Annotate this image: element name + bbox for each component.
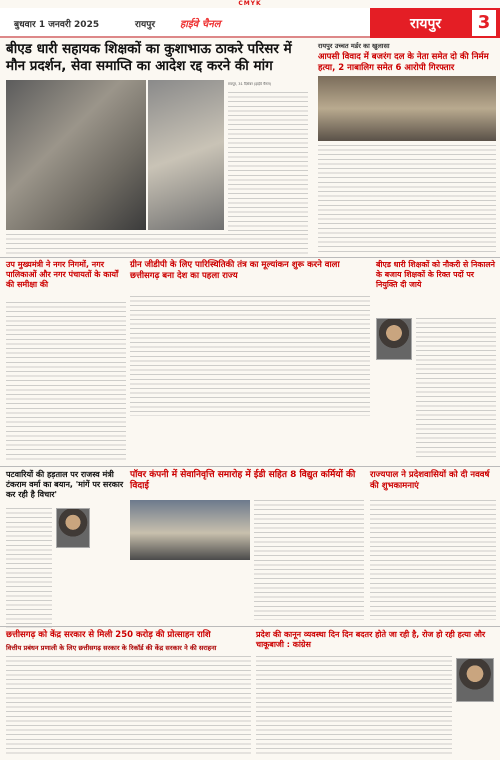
newspaper-logo: हाईवे चैनल bbox=[180, 19, 221, 30]
page-number: 3 bbox=[472, 10, 496, 36]
congress-leader-photo bbox=[456, 658, 494, 702]
story-d-headline: पटवारियों की हड़ताल पर राजस्व मंत्री टंकराम वर्मा का बयान, 'मांगें पर सरकार कर रही है विचार' bbox=[6, 470, 124, 499]
teacher-photo bbox=[376, 318, 412, 360]
main-story-text bbox=[228, 92, 308, 232]
main-headline: बीएड धारी सहायक शिक्षकों का कुशाभाऊ ठाकरे परिसर में मौन प्रदर्शन, सेवा समाप्ति का आदेश रद्द करने की मांग bbox=[6, 41, 292, 74]
story-h-headline: प्रदेश की कानून व्यवस्था दिन दिन बदतर होते जा रही है, रोज हो रही हत्या और चाकूबाजी : कांग्रेस bbox=[256, 630, 486, 649]
edition-city: रायपुर bbox=[135, 20, 156, 30]
story-g-subheadline: वित्तीय प्रबंधन प्रणाली के लिए छत्तीसगढ़ सरकार के रिकॉर्ड की केंद्र सरकार ने की सराहना bbox=[6, 644, 217, 652]
brand-mark: CMYK bbox=[238, 0, 262, 7]
masthead bbox=[0, 8, 500, 38]
story-a-text bbox=[6, 302, 126, 462]
section-name: रायपुर bbox=[410, 16, 442, 32]
edition-date: बुधवार 1 जनवरी 2025 bbox=[14, 20, 100, 30]
section-banner bbox=[370, 8, 500, 38]
right-top-text bbox=[318, 145, 496, 253]
story-g-text bbox=[6, 656, 251, 756]
protest-photo bbox=[6, 80, 146, 230]
arrest-photo bbox=[318, 76, 496, 141]
story-b-text bbox=[130, 296, 370, 416]
story-e-text bbox=[254, 500, 364, 620]
story-c-text bbox=[416, 318, 496, 458]
right-top-kicker: रायपुर उच्चत मर्डर का खुलासा bbox=[318, 42, 390, 50]
story-h-text bbox=[256, 656, 452, 756]
retirement-photo bbox=[130, 500, 250, 560]
main-story-text-2 bbox=[6, 234, 308, 254]
story-a-headline: उप मुख्यमंत्री ने नगर निगमों, नगर पालिकाओं और नगर पंचायतों के कार्यों की समीक्षा की bbox=[6, 260, 119, 289]
protest-photo-2 bbox=[148, 80, 224, 230]
story-d-text bbox=[6, 508, 52, 628]
story-f-headline: राज्यपाल ने प्रदेशवासियों को दी नववर्ष की शुभकामनाएं bbox=[370, 470, 490, 491]
story-f-text bbox=[370, 500, 496, 620]
story-c-headline: बीएड धारी शिक्षकों को नौकरी से निकालने के बजाय शिक्षकों के रिक्त पदों पर नियुक्ति दी जाये bbox=[376, 260, 495, 289]
right-top-headline: आपसी विवाद में बजरंग दल के नेता समेत दो की निर्मम हत्या, 2 नाबालिग समेत 6 आरोपी गिरफ्तार bbox=[318, 52, 489, 73]
main-story-body: रायपुर, 31 दिसंबर (हाईवे चैनल) bbox=[228, 82, 272, 86]
minister-photo bbox=[56, 508, 90, 548]
story-b-headline: ग्रीन जीडीपी के लिए पारिस्थितिकी तंत्र का मूल्यांकन शुरू करने वाला छत्तीसगढ़ बना देश का पहला राज्य bbox=[130, 260, 340, 281]
story-e-headline: पॉवर कंपनी में सेवानिवृत्ति समारोह में ईडी सहित 8 विद्युत कर्मियों की विदाई bbox=[130, 470, 356, 491]
story-g-headline: छत्तीसगढ़ को केंद्र सरकार से मिली 250 करोड़ की प्रोत्साहन राशि bbox=[6, 630, 211, 640]
